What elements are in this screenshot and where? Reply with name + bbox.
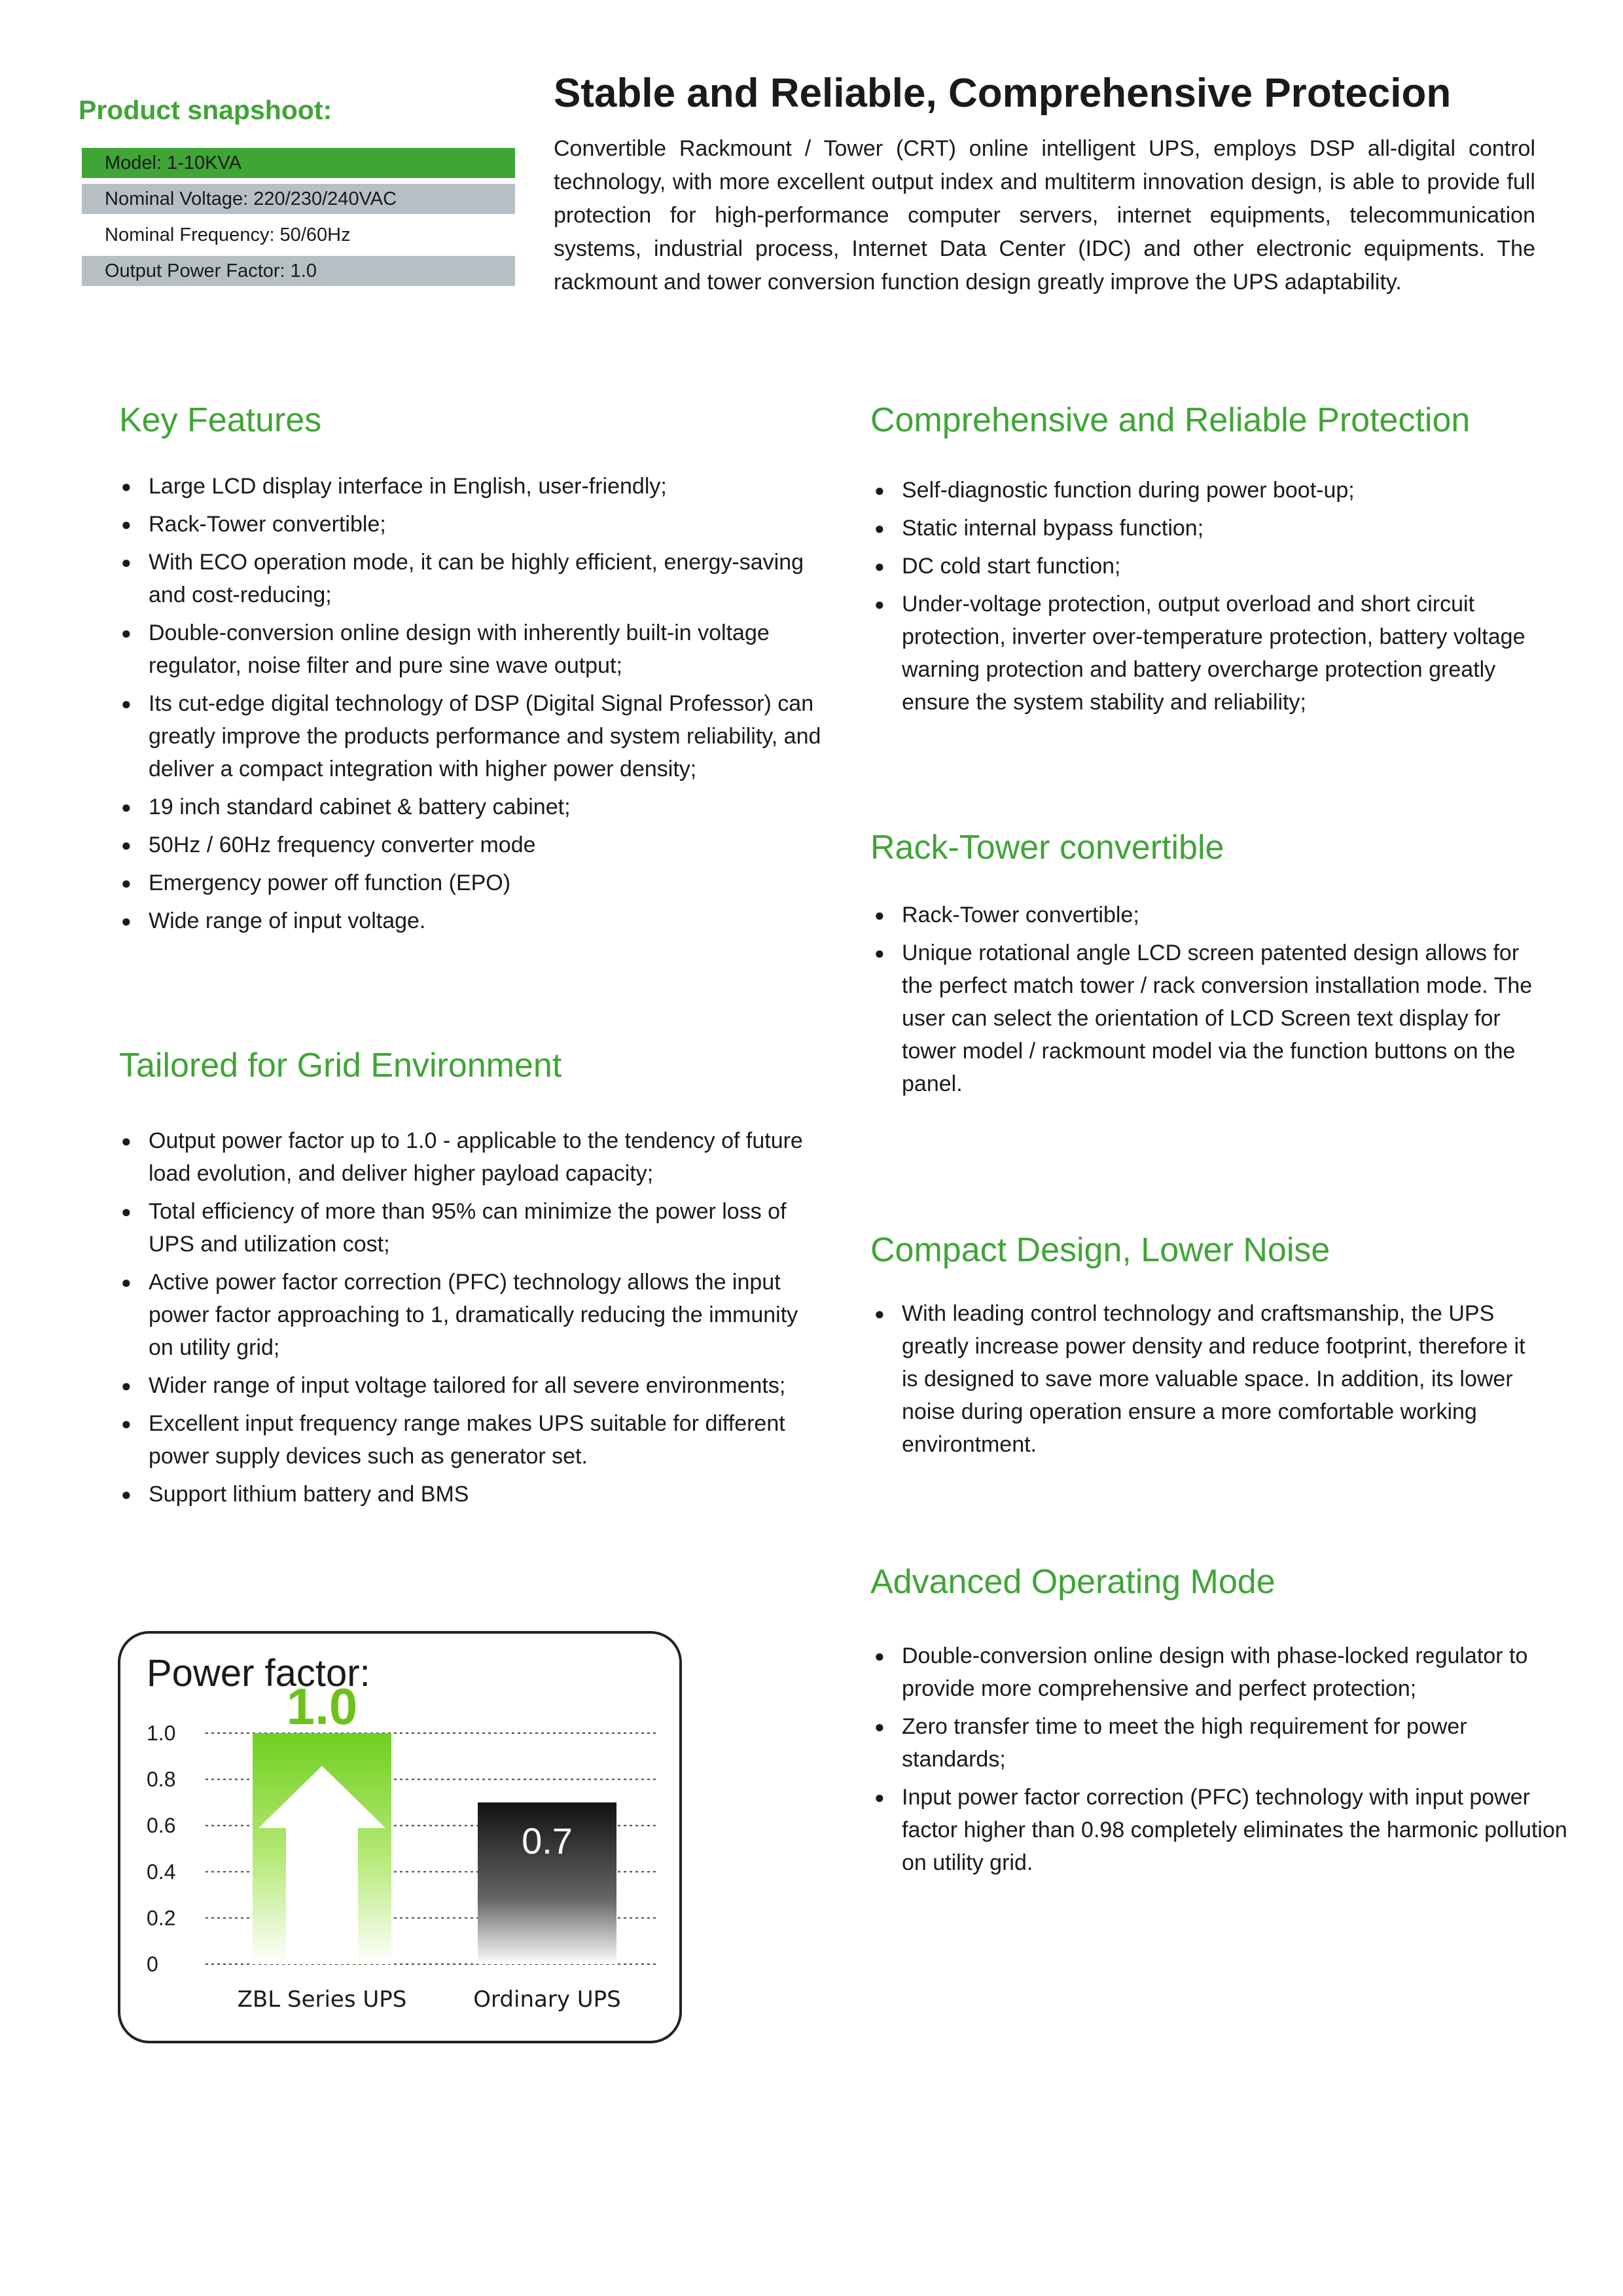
list-item: ● Self-diagnostic function during power boot-up;	[874, 474, 1561, 507]
list-item: ● Emergency power off function (EPO)	[121, 867, 834, 899]
list-item: ● 19 inch standard cabinet & battery cabinet;	[121, 791, 834, 823]
list-item: ● Large LCD display interface in English, user-friendly;	[121, 470, 834, 503]
intro-paragraph: Convertible Rackmount / Tower (CRT) online intelligent UPS, employs DSP all-digital control technology, with more excellent output index and multiterm innovation design, is able to provide full protection for high-performance computer servers, internet equipments, telecommunication systems, industrial process, Internet Data Center (IDC) and other electronic equipments. The rackmount and tower conversion function design greatly improve the UPS adaptability.	[554, 136, 1535, 295]
chart-title: Power factor:	[147, 1652, 370, 1695]
y-tick-label: 1.0	[147, 1721, 176, 1745]
chart-y-ticks	[147, 1721, 175, 1976]
compact-list	[874, 1297, 1535, 1466]
list-item: ● Support lithium battery and BMS	[121, 1478, 815, 1511]
page-title: Stable and Reliable, Comprehensive Protecion	[554, 71, 1452, 116]
list-item: ● DC cold start function;	[874, 550, 1561, 583]
list-item: ● 50Hz / 60Hz frequency converter mode	[121, 829, 834, 861]
x-category-label: ZBL Series UPS	[237, 1986, 407, 2013]
key-features-heading: Key Features	[119, 401, 322, 439]
y-tick-label: 0	[147, 1952, 158, 1976]
y-tick-label: 0.2	[147, 1906, 176, 1930]
list-item: ● Total efficiency of more than 95% can minimize the power loss of UPS and utilization cost;	[121, 1195, 815, 1261]
list-item: ● With leading control technology and craftsmanship, the UPS greatly increase power density and reduce footprint, therefore it is designed to save more valuable space. In addition, its lower noise during operation ensure a more comfortable working environtment.	[874, 1297, 1535, 1461]
power-factor-chart-panel	[118, 1631, 682, 2043]
compact-heading: Compact Design, Lower Noise	[870, 1231, 1330, 1269]
list-item: ● Output power factor up to 1.0 - applicable to the tendency of future load evolution, and deliver higher payload capacity;	[121, 1124, 815, 1190]
advanced-heading: Advanced Operating Mode	[870, 1563, 1275, 1601]
list-item: ● Double-conversion online design with inherently built-in voltage regulator, noise filter and pure sine wave output;	[121, 617, 834, 682]
list-item: ● Static internal bypass function;	[874, 512, 1561, 545]
chart-bars	[253, 1677, 616, 1964]
protection-list	[874, 474, 1561, 724]
list-item: ● Double-conversion online design with phase-locked regulator to provide more comprehensive and perfect protection;	[874, 1640, 1568, 1705]
protection-heading: Comprehensive and Reliable Protection	[870, 401, 1471, 439]
y-tick-label: 0.6	[147, 1814, 176, 1838]
rack-heading: Rack-Tower convertible	[870, 829, 1224, 867]
list-item: ● Rack-Tower convertible;	[874, 899, 1535, 931]
list-item: ● Wider range of input voltage tailored for all severe environments;	[121, 1369, 815, 1402]
list-item: ● Unique rotational angle LCD screen patented design allows for the perfect match tower / rack conversion installation mode. The user can select the orientation of LCD Screen text display for tower model / rackmount model via the function buttons on the panel.	[874, 937, 1535, 1100]
list-item: ● Excellent input frequency range makes UPS suitable for different power supply devices such as generator set.	[121, 1407, 815, 1473]
snapshot-row: Nominal Voltage: 220/230/240VAC	[82, 184, 515, 214]
y-tick-label: 0.4	[147, 1859, 176, 1884]
list-item: ● Zero transfer time to meet the high requirement for power standards;	[874, 1710, 1568, 1776]
power-factor-chart	[120, 1634, 679, 2041]
list-item: ● Active power factor correction (PFC) technology allows the input power factor approaching to 1, dramatically reducing the immunity on utility grid;	[121, 1266, 815, 1364]
key-features-list	[121, 470, 834, 942]
snapshot-row: Nominal Frequency: 50/60Hz	[82, 220, 515, 250]
list-item: ● Rack-Tower convertible;	[121, 508, 834, 541]
advanced-list	[874, 1640, 1568, 1884]
rack-list	[874, 899, 1535, 1105]
snapshot-row: Output Power Factor: 1.0	[82, 256, 515, 286]
bar-value-label: 1.0	[286, 1677, 358, 1735]
list-item: ● Wide range of input voltage.	[121, 905, 834, 937]
grid-heading: Tailored for Grid Environment	[119, 1047, 562, 1085]
list-item: ● Input power factor correction (PFC) technology with input power factor higher than 0.98 completely eliminates the harmonic pollution on utility grid.	[874, 1781, 1568, 1879]
x-category-label: Ordinary UPS	[473, 1986, 621, 2013]
snapshot-row: Model: 1-10KVA	[82, 148, 515, 178]
list-item: ● Under-voltage protection, output overload and short circuit protection, inverter over-temperature protection, battery voltage warning protection and battery overcharge protection greatly ensure the system stability and reliability;	[874, 588, 1561, 719]
chart-categories	[238, 1986, 621, 2013]
y-tick-label: 0.8	[147, 1767, 176, 1791]
grid-list	[121, 1124, 815, 1516]
bar-value-label: 0.7	[522, 1820, 573, 1861]
list-item: ● Its cut-edge digital technology of DSP (Digital Signal Professor) can greatly improve the products performance and system reliability, and deliver a compact integration with higher power density;	[121, 687, 834, 785]
list-item: ● With ECO operation mode, it can be highly efficient, energy-saving and cost-reducing;	[121, 546, 834, 611]
snapshot-title: Product snapshoot:	[79, 95, 332, 125]
